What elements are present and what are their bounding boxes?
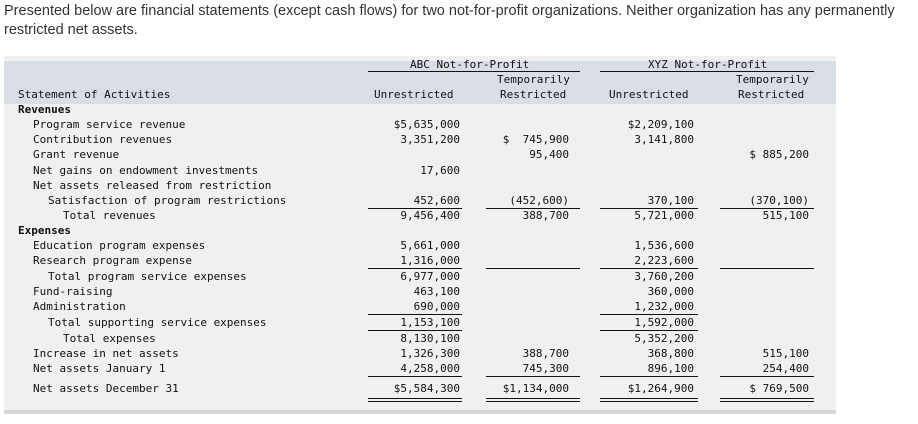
cell-abc-u-total-supporting: 1,153,100	[400, 316, 460, 329]
row-label-research: Research program expense	[33, 254, 192, 267]
cell-xyz-t-increase: 515,100	[762, 347, 809, 360]
intro-text: Presented below are financial statements (except cash flows) for two not-for-profit organizations. Neither organization has any permanently restricted net assets.	[4, 3, 895, 38]
row-label-program-service: Program service revenue	[33, 118, 186, 131]
cell-xyz-t-jan1: 254,400	[762, 362, 809, 375]
cell-abc-u-gains: 17,600	[420, 164, 460, 177]
cell-xyz-u-total-revenues: 5,721,000	[634, 209, 694, 222]
cell-xyz-u-administration: 1,232,000	[634, 300, 694, 313]
rule	[600, 314, 698, 315]
cell-xyz-u-dec31: $1,264,900	[627, 382, 694, 395]
row-label-jan1: Net assets January 1	[33, 362, 166, 375]
cell-abc-t-grant: 95,400	[529, 148, 569, 161]
cell-abc-t-total-revenues: 388,700	[522, 209, 569, 222]
cell-xyz-u-increase: 368,800	[647, 347, 694, 360]
cell-xyz-u-satisfaction: 370,100	[647, 194, 694, 207]
cell-xyz-t-total-revenues: 515,100	[762, 209, 809, 222]
cell-xyz-t-satisfaction: (370,100)	[749, 194, 809, 207]
cell-abc-u-total-revenues: 9,456,400	[400, 209, 460, 222]
cell-abc-u-satisfaction: 452,600	[413, 194, 460, 207]
cell-xyz-u-total-expenses: 5,352,200	[634, 332, 694, 345]
cell-xyz-u-education: 1,536,600	[634, 239, 694, 252]
row-label-total-supporting: Total supporting service expenses	[48, 316, 267, 329]
rule	[720, 398, 814, 399]
cell-abc-u-increase: 1,326,300	[400, 347, 460, 360]
rule	[486, 398, 580, 399]
cell-abc-u-fundraising: 463,100	[413, 285, 460, 298]
xyz-header-rule	[600, 71, 814, 72]
rule	[368, 401, 462, 402]
row-label-total-expenses: Total expenses	[63, 332, 156, 345]
cell-abc-u-contribution: 3,351,200	[400, 133, 460, 146]
cell-abc-t-jan1: 745,300	[522, 362, 569, 375]
rule	[720, 376, 814, 377]
rule	[486, 376, 580, 377]
cell-xyz-u-total-supporting: 1,592,000	[634, 316, 694, 329]
xyz-org-header: XYZ Not-for-Profit	[648, 58, 768, 71]
cell-xyz-u-program-service: $2,209,100	[627, 118, 694, 131]
cell-abc-u-jan1: 4,258,000	[400, 362, 460, 375]
rule	[600, 401, 698, 402]
row-label-total-program: Total program service expenses	[48, 270, 247, 283]
cell-abc-u-total-program: 6,977,000	[400, 270, 460, 283]
row-label-dec31: Net assets December 31	[33, 382, 179, 395]
row-label-increase: Increase in net assets	[33, 347, 179, 360]
cell-abc-u-program-service: $5,635,000	[393, 118, 460, 131]
row-label-contribution: Contribution revenues	[33, 133, 173, 146]
cell-xyz-u-fundraising: 360,000	[647, 285, 694, 298]
row-label-education: Education program expenses	[33, 239, 206, 252]
rule	[720, 268, 814, 269]
row-label-total-revenues: Total revenues	[63, 209, 156, 222]
row-label-gains: Net gains on endowment investments	[33, 164, 259, 177]
rule	[486, 268, 580, 269]
abc-unrestricted-header: Unrestricted	[374, 88, 454, 101]
rule	[600, 398, 698, 399]
cell-abc-t-increase: 388,700	[522, 347, 569, 360]
cell-xyz-u-jan1: 896,100	[647, 362, 694, 375]
section-expenses: Expenses	[18, 224, 71, 237]
rule	[720, 401, 814, 402]
xyz-temp-header-line1: Temporarily	[736, 73, 809, 86]
rule	[368, 398, 462, 399]
row-label-fundraising: Fund-raising	[33, 285, 113, 298]
cell-abc-t-contribution: $ 745,900	[502, 133, 569, 146]
rule	[600, 376, 698, 377]
xyz-unrestricted-header: Unrestricted	[609, 88, 689, 101]
abc-header-rule	[368, 71, 580, 72]
rule	[368, 330, 462, 331]
cell-abc-t-dec31: $1,134,000	[502, 382, 569, 395]
rule	[368, 376, 462, 377]
row-label-released: Net assets released from restriction	[33, 179, 272, 192]
statement-of-activities-table	[4, 56, 836, 414]
cell-xyz-u-total-program: 3,760,200	[634, 270, 694, 283]
abc-temp-header-line1: Temporarily	[497, 73, 570, 86]
xyz-temp-header-line2: Restricted	[738, 88, 805, 101]
abc-org-header: ABC Not-for-Profit	[410, 58, 530, 71]
cell-xyz-t-grant: $ 885,200	[749, 148, 809, 161]
statement-title: Statement of Activities	[18, 88, 171, 101]
rule	[486, 401, 580, 402]
cell-abc-u-total-expenses: 8,130,100	[400, 332, 460, 345]
cell-abc-u-dec31: $5,584,300	[393, 382, 460, 395]
cell-abc-u-administration: 690,000	[413, 300, 460, 313]
row-label-satisfaction: Satisfaction of program restrictions	[48, 194, 287, 207]
abc-temp-header-line2: Restricted	[500, 88, 567, 101]
cell-xyz-u-research: 2,223,600	[634, 254, 694, 267]
cell-xyz-u-contribution: 3,141,800	[634, 133, 694, 146]
cell-abc-u-research: 1,316,000	[400, 254, 460, 267]
rule	[600, 330, 698, 331]
rule	[368, 268, 462, 269]
rule	[368, 314, 462, 315]
cell-xyz-t-dec31: $ 769,500	[749, 382, 809, 395]
cell-abc-u-education: 5,661,000	[400, 239, 460, 252]
section-revenues: Revenues	[18, 103, 71, 116]
row-label-grant: Grant revenue	[33, 148, 120, 161]
row-label-administration: Administration	[33, 300, 126, 313]
rule	[600, 268, 698, 269]
cell-abc-t-satisfaction: (452,600)	[509, 194, 569, 207]
